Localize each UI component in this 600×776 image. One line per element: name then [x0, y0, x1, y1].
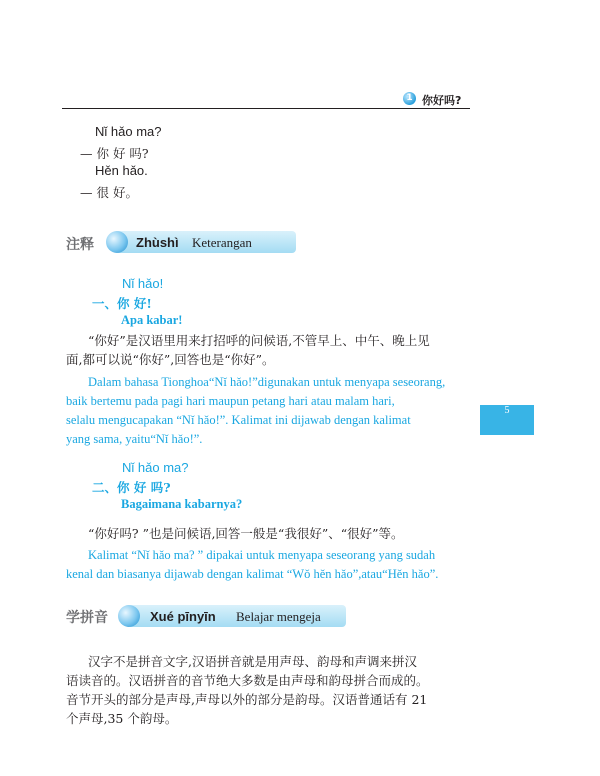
note2-heading: 二、你 好 吗?: [92, 480, 171, 495]
note1-body-indo-1: Dalam bahasa Tionghoa“Nǐ hǎo!”digunakan untuk menyapa seseorang,: [88, 375, 446, 389]
zhushi-cn-label: 注释: [66, 237, 94, 253]
xuepinyin-body-4: 个声母,35 个韵母。: [66, 711, 178, 726]
zhushi-pinyin-label: Zhùshì: [136, 235, 179, 250]
note2-pinyin: Nǐ hǎo ma?: [122, 460, 189, 475]
note2-body-cn: “你好吗? ”也是问候语,回答一般是“我很好”、“很好”等。: [88, 526, 404, 541]
dialogue-line-2-chinese: — 很 好。: [80, 185, 138, 200]
note1-body-cn-1: “你好”是汉语里用来打招呼的问候语,不管早上、中午、晚上见: [88, 333, 430, 348]
zhushi-bullet-icon: [106, 231, 128, 253]
note1-heading: 一、你 好!: [92, 296, 152, 311]
xuepinyin-pinyin-label: Xué pīnyīn: [150, 609, 216, 624]
page-number: 5: [504, 405, 510, 416]
note1-body-cn-2: 面,都可以说“你好”,回答也是“你好”。: [66, 352, 275, 367]
xuepinyin-body-2: 语读音的。汉语拼音的音节绝大多数是由声母和韵母拼合而成的。: [66, 673, 429, 688]
note2-indo-title: Bagaimana kabarnya?: [121, 497, 243, 511]
lesson-title: 你好吗?: [422, 94, 462, 107]
xuepinyin-body-3: 音节开头的部分是声母,声母以外的部分是韵母。汉语普通话有 21: [66, 692, 428, 707]
note1-body-indo-3: selalu mengucapakan “Nǐ hǎo!”. Kalimat ini dijawab dengan kalimat: [66, 413, 411, 427]
dialogue-line-1-chinese: — 你 好 吗?: [80, 146, 149, 161]
dialogue-line-1-pinyin: Nǐ hǎo ma?: [95, 124, 162, 139]
note1-indo-title: Apa kabar!: [121, 313, 183, 327]
note2-body-indo-2: kenal dan biasanya dijawab dengan kalimat “Wǒ hěn hǎo”,atau“Hěn hǎo”.: [66, 567, 439, 581]
lesson-number: 1: [406, 93, 413, 103]
note2-body-indo-1: Kalimat “Nǐ hǎo ma? ” dipakai untuk menyapa seseorang yang sudah: [88, 548, 436, 562]
header-divider: [62, 108, 470, 109]
lesson-number-badge: [403, 92, 416, 105]
xuepinyin-indo-label: Belajar mengeja: [236, 609, 321, 624]
note1-pinyin: Nǐ hǎo!: [122, 276, 164, 291]
zhushi-indo-label: Keterangan: [192, 235, 252, 250]
note1-body-indo-4: yang sama, yaitu“Nǐ hǎo!”.: [66, 432, 203, 446]
xuepinyin-bullet-icon: [118, 605, 140, 627]
page-number-tab: [480, 405, 534, 435]
xuepinyin-body-1: 汉字不是拼音文字,汉语拼音就是用声母、韵母和声调来拼汉: [88, 654, 417, 669]
note1-body-indo-2: baik bertemu pada pagi hari maupun petang hari atau malam hari,: [66, 394, 395, 408]
dialogue-line-2-pinyin: Hěn hǎo.: [95, 163, 148, 178]
xuepinyin-cn-label: 学拼音: [66, 610, 108, 626]
